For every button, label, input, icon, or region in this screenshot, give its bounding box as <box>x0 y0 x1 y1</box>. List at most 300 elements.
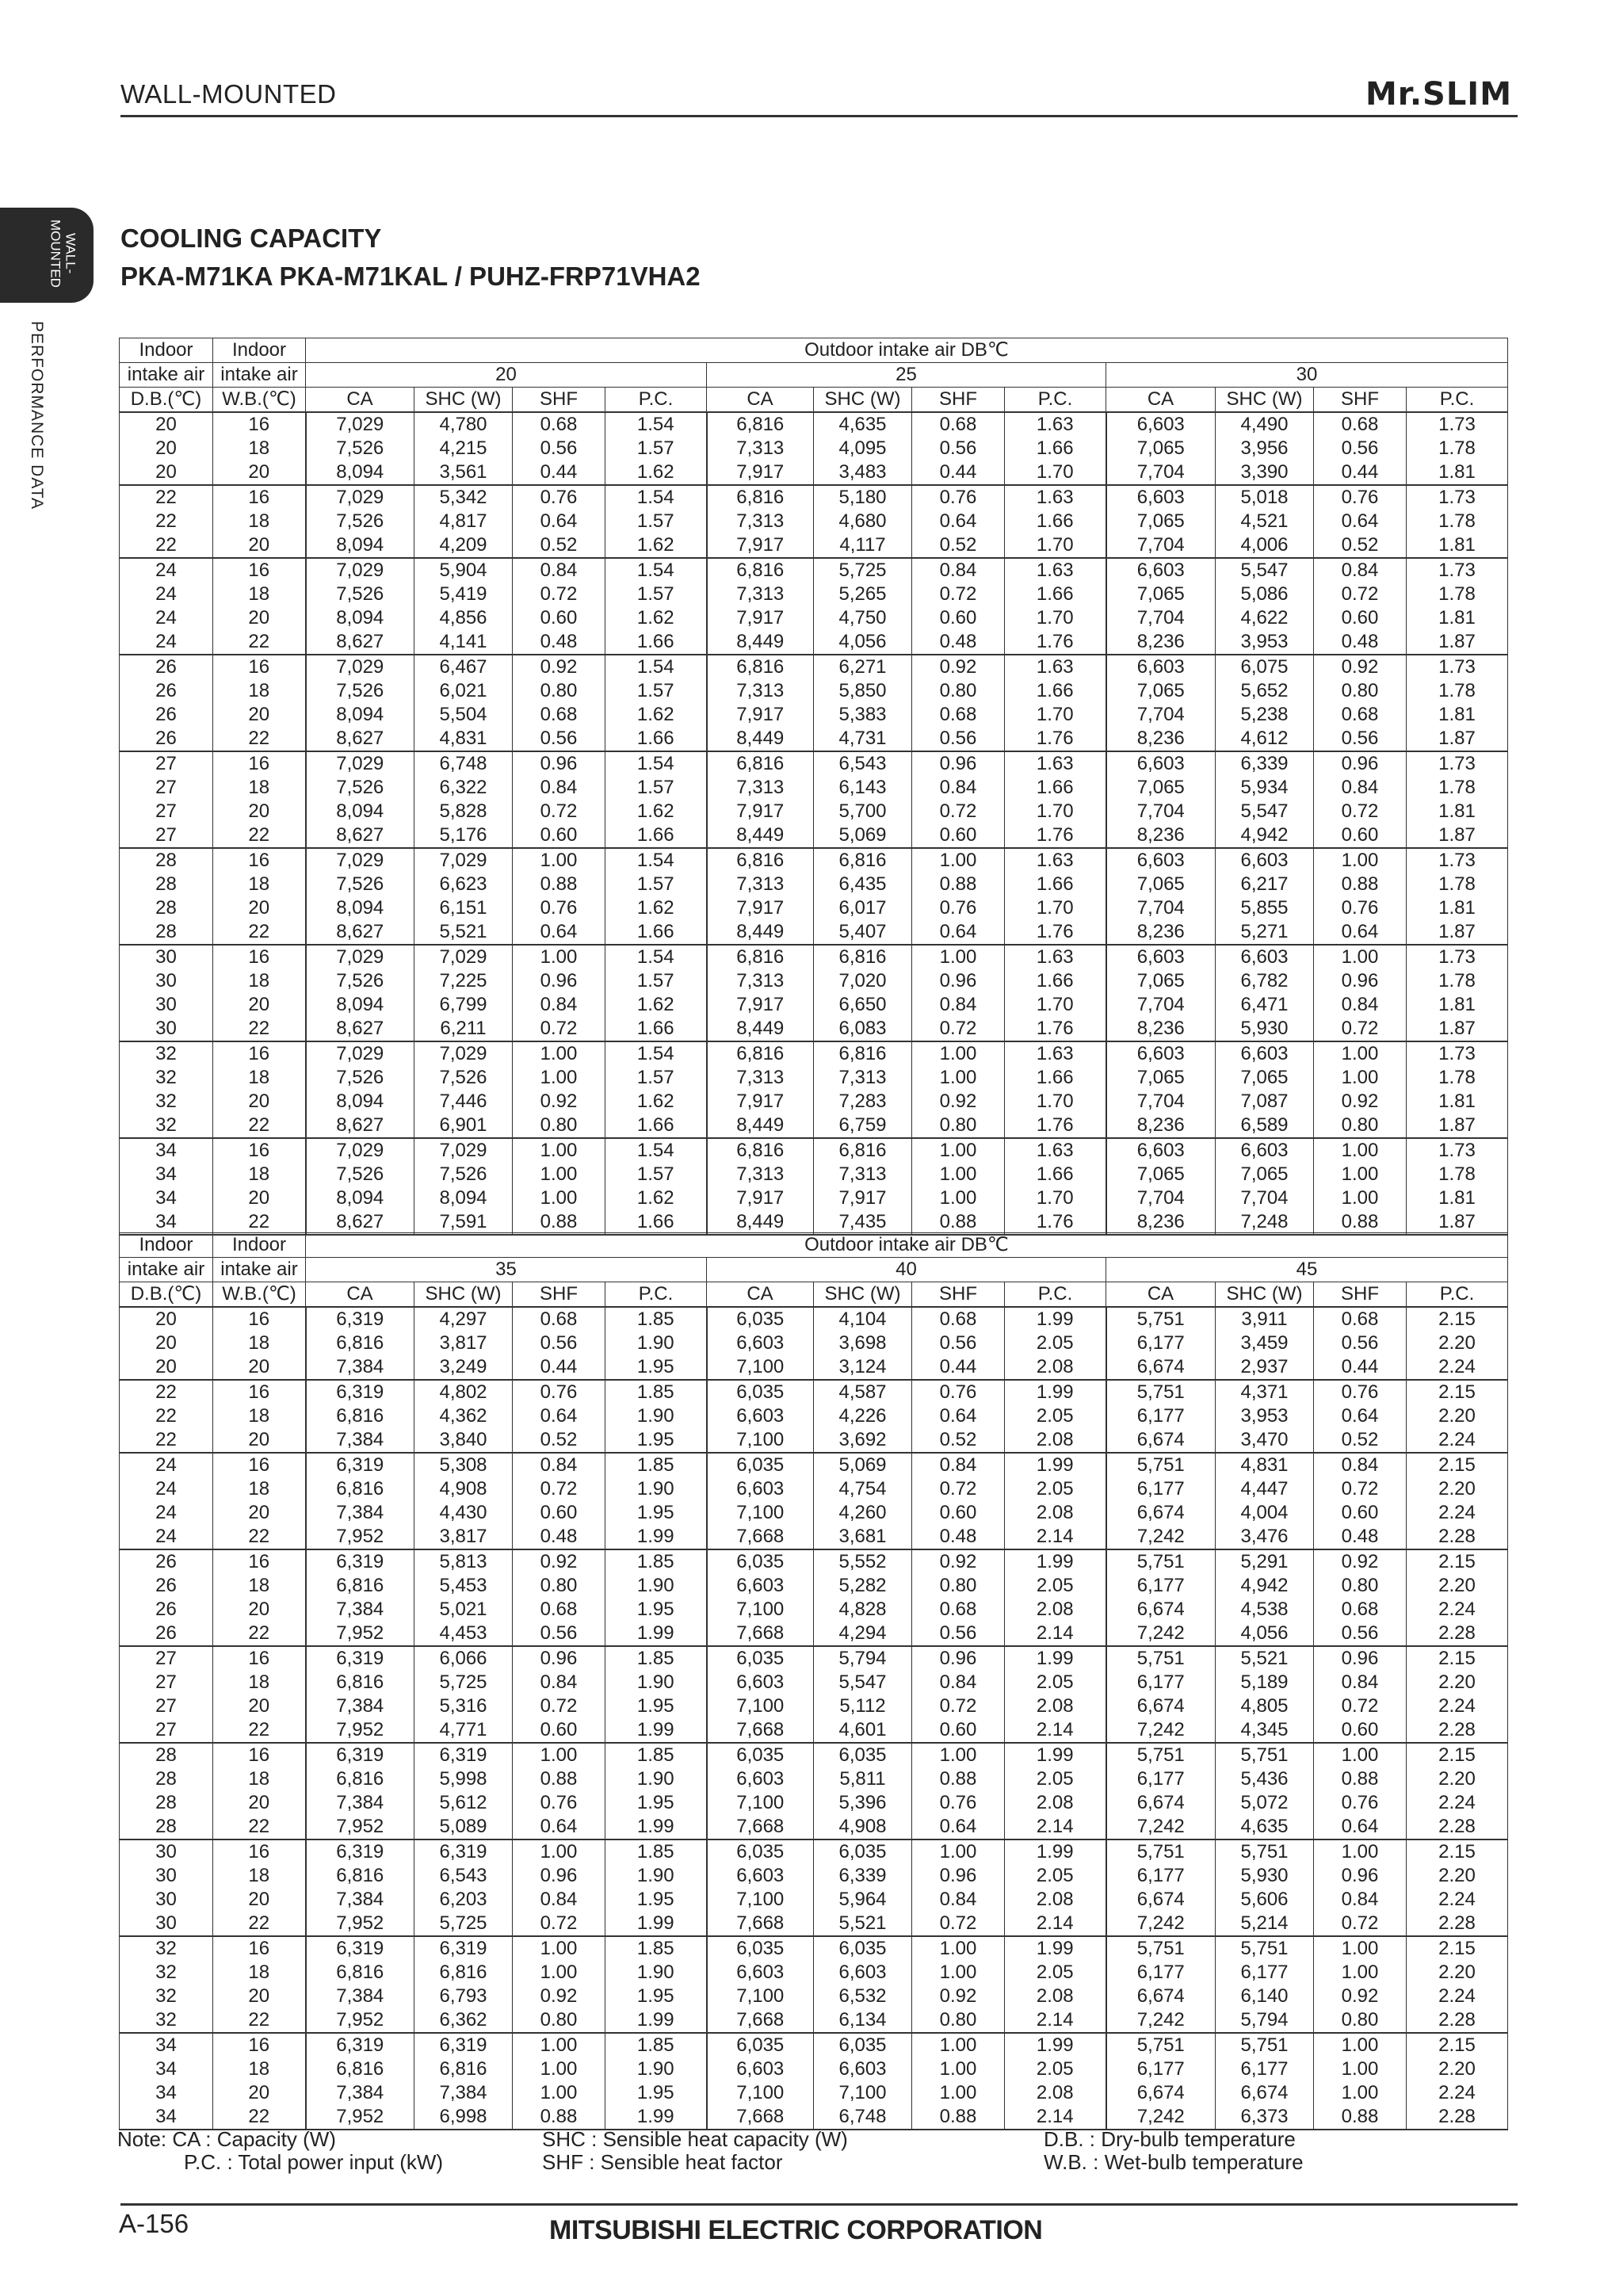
ca-cell: 7,704 <box>1106 993 1216 1017</box>
shc-cell: 4,942 <box>1216 823 1314 848</box>
table-row <box>120 993 1508 1017</box>
shf-cell: 1.00 <box>912 1066 1005 1090</box>
table-row <box>120 1186 1508 1210</box>
indoor-db-cell: 26 <box>120 703 213 727</box>
shf-cell: 0.56 <box>912 1331 1005 1355</box>
indoor-db-cell: 32 <box>120 1961 213 1985</box>
intake-air-label: intake air <box>213 1258 306 1282</box>
ca-cell: 7,313 <box>707 1066 814 1090</box>
pc-cell: 1.66 <box>1005 583 1106 606</box>
shf-cell: 0.48 <box>1314 630 1407 655</box>
pc-cell: 1.70 <box>1005 606 1106 630</box>
indoor-wb-cell: 22 <box>213 2008 306 2033</box>
shc-cell: 4,538 <box>1216 1598 1314 1622</box>
ca-cell: 6,177 <box>1106 1961 1216 1985</box>
shf-cell: 0.52 <box>1314 1428 1407 1453</box>
ca-cell: 6,035 <box>707 1839 814 1864</box>
pc-cell: 1.62 <box>605 1090 707 1114</box>
shc-cell: 5,396 <box>814 1791 912 1815</box>
shc-cell: 5,606 <box>1216 1888 1314 1912</box>
indoor-db-cell: 32 <box>120 1985 213 2008</box>
pc-cell: 1.95 <box>605 1501 707 1525</box>
ca-cell: 6,603 <box>707 1331 814 1355</box>
indoor-wb-cell: 18 <box>213 1864 306 1888</box>
pc-cell: 1.73 <box>1407 751 1508 776</box>
shf-cell: 0.56 <box>912 1622 1005 1646</box>
ca-cell: 7,952 <box>306 2008 414 2033</box>
ca-cell: 7,384 <box>306 2081 414 2105</box>
ca-cell: 7,704 <box>1106 1186 1216 1210</box>
ca-cell: 6,177 <box>1106 1331 1216 1355</box>
shf-cell: 0.68 <box>1314 703 1407 727</box>
pc-cell: 2.28 <box>1407 1815 1508 1839</box>
ca-cell: 6,603 <box>1106 945 1216 969</box>
shc-cell: 4,371 <box>1216 1380 1314 1404</box>
shf-cell: 0.88 <box>1314 873 1407 896</box>
indoor-db-cell: 22 <box>120 1380 213 1404</box>
shc-cell: 4,805 <box>1216 1694 1314 1718</box>
shc-cell: 7,435 <box>814 1210 912 1235</box>
shc-cell: 5,238 <box>1216 703 1314 727</box>
shf-cell: 0.56 <box>1314 727 1407 751</box>
shc-cell: 6,471 <box>1216 993 1314 1017</box>
pc-cell: 1.99 <box>1005 1307 1106 1331</box>
pc-cell: 2.28 <box>1407 1525 1508 1549</box>
shf-cell: 1.00 <box>912 2081 1005 2105</box>
shc-cell: 5,751 <box>1216 1743 1314 1767</box>
pc-cell: 2.24 <box>1407 1598 1508 1622</box>
shc-cell: 4,095 <box>814 437 912 460</box>
indoor-db-cell: 27 <box>120 751 213 776</box>
shc-cell: 6,748 <box>414 751 513 776</box>
ca-cell: 7,952 <box>306 1525 414 1549</box>
ca-cell: 7,384 <box>306 1888 414 1912</box>
pc-cell: 1.85 <box>605 1549 707 1574</box>
ca-cell: 8,627 <box>306 727 414 751</box>
table-row <box>120 1138 1508 1163</box>
shf-cell: 0.68 <box>513 1307 605 1331</box>
indoor-db-cell: 22 <box>120 533 213 558</box>
shf-cell: 0.72 <box>912 1694 1005 1718</box>
pc-cell: 1.66 <box>1005 1066 1106 1090</box>
ca-cell: 7,952 <box>306 1622 414 1646</box>
indoor-db-cell: 30 <box>120 945 213 969</box>
pc-cell: 1.54 <box>605 1041 707 1066</box>
shf-cell: 1.00 <box>513 1186 605 1210</box>
shc-cell: 4,141 <box>414 630 513 655</box>
pc-cell: 1.90 <box>605 1671 707 1694</box>
shc-cell: 3,483 <box>814 460 912 485</box>
shc-cell: 6,748 <box>814 2105 912 2130</box>
shc-cell: 6,603 <box>814 2057 912 2081</box>
pc-cell: 1.81 <box>1407 800 1508 823</box>
table-row <box>120 800 1508 823</box>
shc-cell: 5,316 <box>414 1694 513 1718</box>
indoor-wb-cell: 16 <box>213 1839 306 1864</box>
shc-cell: 6,140 <box>1216 1985 1314 2008</box>
pc-cell: 1.76 <box>1005 727 1106 751</box>
shf-col-header: SHF <box>912 1282 1005 1308</box>
pc-cell: 1.66 <box>1005 1163 1106 1186</box>
outdoor-temp-header: 40 <box>707 1258 1106 1282</box>
ca-cell: 8,449 <box>707 727 814 751</box>
shc-cell: 5,176 <box>414 823 513 848</box>
outdoor-temp-header: 25 <box>707 363 1106 388</box>
ca-cell: 7,313 <box>707 969 814 993</box>
pc-cell: 1.85 <box>605 1380 707 1404</box>
shc-cell: 3,681 <box>814 1525 912 1549</box>
pc-cell: 1.99 <box>1005 1646 1106 1671</box>
ca-cell: 6,603 <box>1106 412 1216 437</box>
pc-cell: 1.62 <box>605 533 707 558</box>
indoor-wb-cell: 16 <box>213 1307 306 1331</box>
shf-cell: 0.68 <box>912 703 1005 727</box>
shc-cell: 5,521 <box>414 920 513 945</box>
shc-cell: 5,021 <box>414 1598 513 1622</box>
shc-cell: 7,384 <box>414 2081 513 2105</box>
ca-cell: 8,236 <box>1106 920 1216 945</box>
ca-cell: 6,603 <box>707 2057 814 2081</box>
shc-cell: 7,248 <box>1216 1210 1314 1235</box>
ca-cell: 7,917 <box>707 460 814 485</box>
side-tab-label: WALL- MOUNTED <box>48 220 78 288</box>
shc-cell: 4,754 <box>814 1477 912 1501</box>
indoor-wb-cell: 20 <box>213 1598 306 1622</box>
shf-cell: 0.96 <box>912 969 1005 993</box>
shf-cell: 0.84 <box>1314 1888 1407 1912</box>
indoor-db-cell: 30 <box>120 1017 213 1041</box>
shf-cell: 0.72 <box>912 1017 1005 1041</box>
pc-cell: 1.78 <box>1407 873 1508 896</box>
shf-col-header: SHF <box>1314 388 1407 413</box>
shc-cell: 6,339 <box>814 1864 912 1888</box>
shc-cell: 4,622 <box>1216 606 1314 630</box>
shc-cell: 5,652 <box>1216 679 1314 703</box>
ca-cell: 7,313 <box>707 1163 814 1186</box>
shf-cell: 1.00 <box>912 2033 1005 2057</box>
ca-cell: 7,526 <box>306 1163 414 1186</box>
ca-cell: 7,313 <box>707 437 814 460</box>
shc-cell: 6,035 <box>814 1743 912 1767</box>
ca-cell: 8,094 <box>306 460 414 485</box>
shc-cell: 5,018 <box>1216 485 1314 510</box>
shc-cell: 6,467 <box>414 655 513 679</box>
ca-cell: 6,177 <box>1106 1671 1216 1694</box>
pc-cell: 2.28 <box>1407 1718 1508 1743</box>
shf-cell: 1.00 <box>912 1743 1005 1767</box>
shf-cell: 0.92 <box>513 655 605 679</box>
shc-cell: 5,072 <box>1216 1791 1314 1815</box>
pc-cell: 1.87 <box>1407 727 1508 751</box>
shf-cell: 0.84 <box>912 1671 1005 1694</box>
shf-cell: 1.00 <box>513 1163 605 1186</box>
indoor-db-cell: 26 <box>120 1622 213 1646</box>
shf-cell: 0.72 <box>1314 1017 1407 1041</box>
footer-rule <box>120 2203 1518 2206</box>
shf-cell: 0.92 <box>1314 655 1407 679</box>
shf-cell: 1.00 <box>513 2081 605 2105</box>
ca-cell: 6,319 <box>306 1646 414 1671</box>
shf-cell: 0.88 <box>1314 2105 1407 2130</box>
table-row <box>120 1912 1508 1936</box>
pc-cell: 1.78 <box>1407 437 1508 460</box>
pc-cell: 1.57 <box>605 437 707 460</box>
shc-cell: 6,603 <box>814 1961 912 1985</box>
shf-cell: 1.00 <box>1314 1186 1407 1210</box>
shc-cell: 5,700 <box>814 800 912 823</box>
pc-cell: 1.73 <box>1407 558 1508 583</box>
shc-cell: 6,603 <box>1216 945 1314 969</box>
shf-cell: 0.60 <box>1314 1501 1407 1525</box>
pc-cell: 2.24 <box>1407 1985 1508 2008</box>
ca-cell: 7,526 <box>306 679 414 703</box>
table-row <box>120 2008 1508 2033</box>
pc-cell: 1.70 <box>1005 703 1106 727</box>
db-unit-header: D.B.(℃) <box>120 1282 213 1308</box>
shc-cell: 7,065 <box>1216 1163 1314 1186</box>
shc-cell: 6,017 <box>814 896 912 920</box>
pc-cell: 2.05 <box>1005 1671 1106 1694</box>
table-row <box>120 1114 1508 1138</box>
pc-cell: 2.28 <box>1407 2008 1508 2033</box>
shf-cell: 0.72 <box>1314 1694 1407 1718</box>
indoor-wb-cell: 20 <box>213 460 306 485</box>
indoor-db-cell: 27 <box>120 800 213 823</box>
shc-cell: 6,816 <box>814 848 912 873</box>
ca-cell: 6,603 <box>1106 558 1216 583</box>
indoor-db-cell: 34 <box>120 1186 213 1210</box>
ca-cell: 7,384 <box>306 1355 414 1380</box>
indoor-wb-cell: 16 <box>213 945 306 969</box>
shc-cell: 3,953 <box>1216 630 1314 655</box>
indoor-db-cell: 22 <box>120 1404 213 1428</box>
pc-cell: 1.76 <box>1005 1017 1106 1041</box>
table-row <box>120 1574 1508 1598</box>
shf-cell: 0.72 <box>513 583 605 606</box>
indoor-wb-cell: 18 <box>213 1767 306 1791</box>
shc-cell: 4,294 <box>814 1622 912 1646</box>
model-subtitle: PKA-M71KA PKA-M71KAL / PUHZ-FRP71VHA2 <box>120 262 701 291</box>
ca-cell: 7,952 <box>306 1718 414 1743</box>
shf-cell: 0.88 <box>513 873 605 896</box>
indoor-db-cell: 26 <box>120 655 213 679</box>
shc-cell: 5,828 <box>414 800 513 823</box>
ca-cell: 6,816 <box>306 1477 414 1501</box>
shc-cell: 5,794 <box>1216 2008 1314 2033</box>
pc-cell: 1.54 <box>605 558 707 583</box>
pc-cell: 1.99 <box>1005 1549 1106 1574</box>
ca-cell: 6,674 <box>1106 1694 1216 1718</box>
ca-cell: 6,603 <box>1106 655 1216 679</box>
indoor-wb-cell: 16 <box>213 1743 306 1767</box>
pc-cell: 1.87 <box>1407 630 1508 655</box>
outdoor-temp-header: 45 <box>1106 1258 1508 1282</box>
pc-cell: 1.87 <box>1407 1017 1508 1041</box>
indoor-db-cell: 28 <box>120 920 213 945</box>
ca-cell: 7,526 <box>306 969 414 993</box>
shf-cell: 0.44 <box>912 1355 1005 1380</box>
ca-col-header: CA <box>1106 1282 1216 1308</box>
pc-cell: 1.66 <box>1005 873 1106 896</box>
shc-cell: 5,855 <box>1216 896 1314 920</box>
indoor-wb-cell: 22 <box>213 2105 306 2130</box>
shf-cell: 0.56 <box>1314 1622 1407 1646</box>
shc-cell: 7,100 <box>814 2081 912 2105</box>
pc-cell: 1.57 <box>605 679 707 703</box>
ca-cell: 7,242 <box>1106 1718 1216 1743</box>
indoor-wb-cell: 20 <box>213 800 306 823</box>
shf-cell: 0.68 <box>513 1598 605 1622</box>
ca-cell: 6,816 <box>306 1574 414 1598</box>
indoor-wb-cell: 18 <box>213 1574 306 1598</box>
indoor-db-cell: 20 <box>120 1331 213 1355</box>
indoor-db-cell: 24 <box>120 1477 213 1501</box>
shf-cell: 0.68 <box>912 1307 1005 1331</box>
shf-cell: 0.56 <box>1314 437 1407 460</box>
table-row <box>120 1404 1508 1428</box>
shf-cell: 0.84 <box>1314 993 1407 1017</box>
indoor-db-cell: 32 <box>120 1936 213 1961</box>
ca-cell: 7,917 <box>707 533 814 558</box>
pc-cell: 1.73 <box>1407 848 1508 873</box>
pc-col-header: P.C. <box>605 1282 707 1308</box>
shc-cell: 4,908 <box>814 1815 912 1839</box>
shf-cell: 0.52 <box>513 533 605 558</box>
shc-cell: 4,260 <box>814 1501 912 1525</box>
ca-cell: 8,236 <box>1106 727 1216 751</box>
pc-cell: 1.78 <box>1407 1066 1508 1090</box>
ca-cell: 6,603 <box>707 1404 814 1428</box>
indoor-wb-cell: 18 <box>213 510 306 533</box>
shc-cell: 5,189 <box>1216 1671 1314 1694</box>
pc-cell: 1.99 <box>605 2008 707 2033</box>
shf-col-header: SHF <box>1314 1282 1407 1308</box>
pc-cell: 2.14 <box>1005 1622 1106 1646</box>
shc-cell: 7,591 <box>414 1210 513 1235</box>
shf-cell: 1.00 <box>912 1041 1005 1066</box>
pc-cell: 1.87 <box>1407 1210 1508 1235</box>
ca-cell: 7,029 <box>306 558 414 583</box>
shf-cell: 0.68 <box>1314 412 1407 437</box>
ca-cell: 6,816 <box>707 1138 814 1163</box>
shf-cell: 1.00 <box>1314 2081 1407 2105</box>
shf-cell: 0.60 <box>912 1501 1005 1525</box>
shc-cell: 5,407 <box>814 920 912 945</box>
shc-cell: 5,934 <box>1216 776 1314 800</box>
shf-cell: 0.76 <box>912 1791 1005 1815</box>
shc-cell: 5,453 <box>414 1574 513 1598</box>
shc-cell: 4,004 <box>1216 1501 1314 1525</box>
ca-cell: 7,704 <box>1106 460 1216 485</box>
ca-cell: 7,100 <box>707 1888 814 1912</box>
ca-cell: 6,603 <box>1106 751 1216 776</box>
pc-cell: 1.54 <box>605 945 707 969</box>
shc-cell: 5,069 <box>814 1453 912 1477</box>
indoor-db-cell: 26 <box>120 1574 213 1598</box>
shf-cell: 0.84 <box>1314 1453 1407 1477</box>
pc-cell: 2.15 <box>1407 1839 1508 1864</box>
shc-col-header: SHC (W) <box>414 388 513 413</box>
shf-cell: 0.64 <box>1314 920 1407 945</box>
pc-cell: 1.76 <box>1005 1210 1106 1235</box>
ca-cell: 7,242 <box>1106 2008 1216 2033</box>
shc-cell: 4,447 <box>1216 1477 1314 1501</box>
pc-cell: 2.08 <box>1005 1355 1106 1380</box>
pc-cell: 1.73 <box>1407 1138 1508 1163</box>
pc-cell: 2.20 <box>1407 1404 1508 1428</box>
shf-cell: 0.64 <box>912 510 1005 533</box>
shc-cell: 5,521 <box>1216 1646 1314 1671</box>
shc-cell: 3,911 <box>1216 1307 1314 1331</box>
pc-cell: 1.85 <box>605 2033 707 2057</box>
shc-cell: 6,217 <box>1216 873 1314 896</box>
shf-cell: 0.92 <box>912 1549 1005 1574</box>
shc-cell: 8,094 <box>414 1186 513 1210</box>
indoor-wb-cell: 18 <box>213 679 306 703</box>
shf-cell: 0.92 <box>513 1090 605 1114</box>
ca-cell: 7,029 <box>306 848 414 873</box>
shf-cell: 1.00 <box>1314 1138 1407 1163</box>
pc-cell: 2.15 <box>1407 2033 1508 2057</box>
pc-cell: 2.24 <box>1407 1694 1508 1718</box>
indoor-wb-cell: 20 <box>213 1186 306 1210</box>
indoor-wb-cell: 16 <box>213 558 306 583</box>
ca-cell: 7,917 <box>707 800 814 823</box>
ca-cell: 7,313 <box>707 776 814 800</box>
pc-cell: 1.76 <box>1005 630 1106 655</box>
shf-cell: 1.00 <box>513 945 605 969</box>
table-row <box>120 655 1508 679</box>
table-row <box>120 630 1508 655</box>
indoor-wb-cell: 18 <box>213 776 306 800</box>
indoor-db-cell: 28 <box>120 1791 213 1815</box>
table-row <box>120 1743 1508 1767</box>
shf-cell: 0.80 <box>1314 1114 1407 1138</box>
pc-cell: 2.28 <box>1407 2105 1508 2130</box>
ca-cell: 6,319 <box>306 2033 414 2057</box>
ca-cell: 7,704 <box>1106 800 1216 823</box>
shc-col-header: SHC (W) <box>1216 388 1314 413</box>
shf-cell: 0.56 <box>513 437 605 460</box>
ca-cell: 8,449 <box>707 823 814 848</box>
shf-cell: 0.76 <box>1314 485 1407 510</box>
pc-cell: 1.66 <box>1005 510 1106 533</box>
pc-cell: 1.87 <box>1407 1114 1508 1138</box>
pc-cell: 1.54 <box>605 485 707 510</box>
table-row <box>120 727 1508 751</box>
brand-logo: Mr.SLIM <box>1365 76 1512 113</box>
table-row <box>120 751 1508 776</box>
ca-cell: 8,627 <box>306 823 414 848</box>
shc-cell: 6,177 <box>1216 1961 1314 1985</box>
ca-cell: 7,100 <box>707 1355 814 1380</box>
ca-cell: 8,449 <box>707 1114 814 1138</box>
indoor-db-cell: 32 <box>120 1041 213 1066</box>
ca-cell: 7,917 <box>707 703 814 727</box>
shc-cell: 6,901 <box>414 1114 513 1138</box>
shc-cell: 3,470 <box>1216 1428 1314 1453</box>
shf-cell: 0.80 <box>1314 1574 1407 1598</box>
ca-cell: 8,449 <box>707 920 814 945</box>
ca-cell: 7,065 <box>1106 510 1216 533</box>
ca-cell: 7,029 <box>306 1041 414 1066</box>
shc-cell: 4,908 <box>414 1477 513 1501</box>
ca-cell: 5,751 <box>1106 1936 1216 1961</box>
pc-cell: 1.70 <box>1005 800 1106 823</box>
pc-cell: 2.24 <box>1407 1428 1508 1453</box>
indoor-db-cell: 24 <box>120 583 213 606</box>
shf-cell: 1.00 <box>912 1839 1005 1864</box>
